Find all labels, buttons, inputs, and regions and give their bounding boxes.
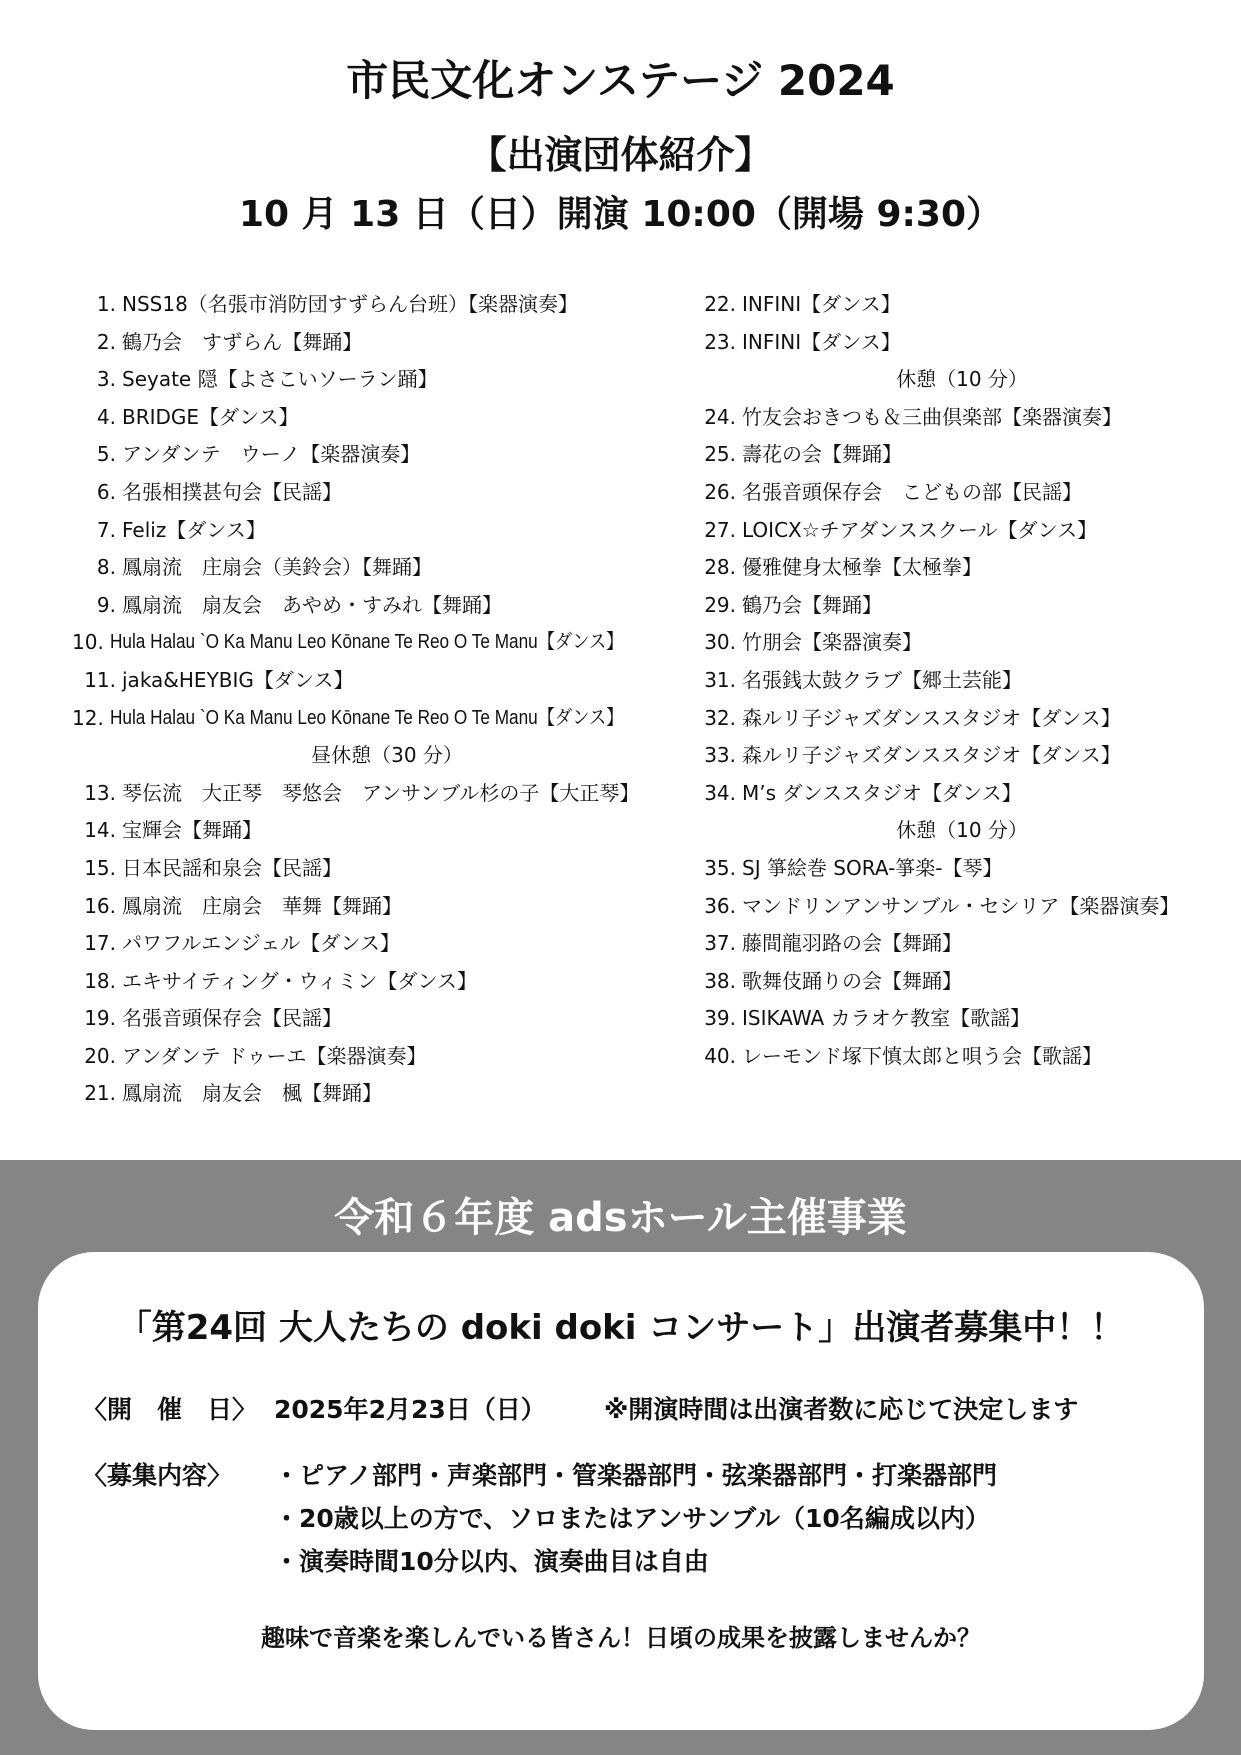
program-entry xyxy=(692,587,1232,625)
program-entry xyxy=(72,850,672,888)
entry-number: 17. xyxy=(84,931,116,956)
entry-name: jaka&HEYBIG【ダンス】 xyxy=(122,667,354,692)
program-entry xyxy=(692,1038,1232,1076)
program-entry xyxy=(692,850,1232,888)
entry-number: 25. xyxy=(704,442,736,467)
intermission-label: 休憩（10 分） xyxy=(896,818,1028,843)
entry-name: NSS18（名張市消防団すずらん台班）【楽器演奏】 xyxy=(122,292,579,316)
intermission xyxy=(72,737,672,775)
entry-number: 27. xyxy=(704,517,736,542)
program-list-left xyxy=(72,286,672,1113)
entry-name: 名張音頭保存会【民謡】 xyxy=(122,1006,342,1031)
entry-name: 森ルリ子ジャズダンススタジオ【ダンス】 xyxy=(742,705,1121,730)
entry-number: 28. xyxy=(704,555,736,580)
program-entry xyxy=(692,700,1232,738)
date-note: ※開演時間は出演者数に応じて決定します xyxy=(604,1395,1079,1424)
entry-number: 23. xyxy=(704,329,736,354)
program-entry xyxy=(692,549,1232,587)
entry-name: 藤間龍羽路の会【舞踊】 xyxy=(742,931,962,956)
program-entry xyxy=(692,775,1232,813)
entry-name: 森ルリ子ジャズダンススタジオ【ダンス】 xyxy=(742,743,1121,768)
program-entry xyxy=(72,963,672,1001)
program-entry xyxy=(692,662,1232,700)
program-entry xyxy=(72,587,672,625)
recruitment-section-title: 令和６年度 adsホール主催事業 xyxy=(334,1195,907,1241)
program-entry xyxy=(692,1000,1232,1038)
program-entry xyxy=(72,662,672,700)
entry-name: INFINI【ダンス】 xyxy=(742,292,901,316)
program-entry xyxy=(72,324,672,362)
recruitment-heading: 「第24回 大人たちの doki doki コンサート」出演者募集中！！ xyxy=(117,1308,1125,1348)
entry-number: 36. xyxy=(704,893,736,918)
entry-number: 21. xyxy=(84,1081,116,1106)
program-entry xyxy=(692,512,1232,550)
entry-number: 38. xyxy=(704,968,736,993)
entry-number: 15. xyxy=(84,855,116,880)
entry-number: 37. xyxy=(704,931,736,956)
content-line: ・20歳以上の方で、ソロまたはアンサンブル（10名編成以内） xyxy=(274,1504,990,1533)
program-entry xyxy=(72,512,672,550)
program-entry xyxy=(72,286,672,324)
entry-name: 名張相撲甚句会【民謡】 xyxy=(122,479,342,504)
recruitment-section xyxy=(0,1160,1241,1755)
program-entry xyxy=(692,925,1232,963)
entry-number: 5. xyxy=(96,442,116,467)
program-entry xyxy=(72,549,672,587)
program-entry xyxy=(692,324,1232,362)
entry-name: パワフルエンジェル【ダンス】 xyxy=(122,931,400,956)
entry-name: 鶴乃会【舞踊】 xyxy=(742,592,882,617)
entry-number: 8. xyxy=(96,555,116,580)
program-entry xyxy=(692,963,1232,1001)
intermission xyxy=(692,361,1232,399)
entry-name: BRIDGE【ダンス】 xyxy=(122,404,299,429)
program-entry xyxy=(72,1000,672,1038)
entry-number: 10. xyxy=(72,630,104,655)
entry-number: 26. xyxy=(704,479,736,504)
program-entry xyxy=(692,737,1232,775)
entry-number: 1. xyxy=(96,292,116,316)
entry-name: 鳳扇流 扇友会 あやめ・すみれ【舞踊】 xyxy=(122,592,502,617)
entry-number: 4. xyxy=(96,404,116,429)
program-entry xyxy=(72,812,672,850)
entry-name: 優雅健身太極拳【太極拳】 xyxy=(742,555,982,580)
program-entry xyxy=(692,474,1232,512)
entry-number: 6. xyxy=(96,479,116,504)
entry-number: 40. xyxy=(704,1043,736,1068)
entry-number: 20. xyxy=(84,1043,116,1068)
entry-number: 31. xyxy=(704,667,736,692)
entry-name: 名張音頭保存会 こどもの部【民謡】 xyxy=(742,479,1082,504)
entry-name: 鳳扇流 庄扇会（美鈴会）【舞踊】 xyxy=(122,555,432,580)
closing-message: 趣味で音楽を楽しんでいる皆さん！日頃の成果を披露しませんか？ xyxy=(261,1624,981,1652)
entry-name: 宝輝会【舞踊】 xyxy=(122,818,262,843)
entry-number: 30. xyxy=(704,630,736,655)
program-entry xyxy=(72,474,672,512)
entry-number: 16. xyxy=(84,893,116,918)
entry-name: 壽花の会【舞踊】 xyxy=(742,442,902,467)
entry-number: 33. xyxy=(704,743,736,768)
program-entry xyxy=(692,624,1232,662)
entry-name: エキサイティング・ウィミン【ダンス】 xyxy=(122,968,477,993)
entry-number: 22. xyxy=(704,292,736,316)
entry-name: Feliz【ダンス】 xyxy=(122,517,266,542)
intermission xyxy=(692,812,1232,850)
entry-name: 竹友会おきつも＆三曲倶楽部【楽器演奏】 xyxy=(742,404,1122,429)
program-entry xyxy=(72,925,672,963)
program-entry xyxy=(72,1075,672,1113)
entry-number: 18. xyxy=(84,968,116,993)
content-line: ・演奏時間10分以内、演奏曲目は自由 xyxy=(274,1547,709,1576)
entry-number: 24. xyxy=(704,404,736,429)
entry-name: LOICX☆チアダンススクール【ダンス】 xyxy=(742,517,1098,542)
entry-number: 12. xyxy=(72,705,104,730)
entry-number: 34. xyxy=(704,780,736,805)
program-entry xyxy=(692,436,1232,474)
entry-name: アンダンテ ウーノ【楽器演奏】 xyxy=(122,442,421,467)
event-date-line: 10 月 13 日（日）開演 10:00（開場 9:30） xyxy=(239,194,1002,235)
page-subtitle: 【出演団体紹介】 xyxy=(468,133,773,177)
entry-name: M’s ダンススタジオ【ダンス】 xyxy=(742,780,1022,805)
entry-name: ISIKAWA カラオケ教室【歌謡】 xyxy=(742,1006,1031,1031)
content-label: 〈募集内容〉 xyxy=(82,1461,233,1490)
entry-number: 13. xyxy=(84,780,116,805)
entry-name: 琴伝流 大正琴 琴悠会 アンサンブル杉の子【大正琴】 xyxy=(122,780,640,805)
program-entry xyxy=(692,399,1232,437)
program-entry xyxy=(72,436,672,474)
entry-number: 19. xyxy=(84,1006,116,1031)
entry-number: 39. xyxy=(704,1006,736,1031)
entry-name: Hula Halau `O Ka Manu Leo Kōnane Te Reo O Te Manu【ダンス】 xyxy=(109,706,624,729)
entry-name: 鳳扇流 庄扇会 華舞【舞踊】 xyxy=(122,893,402,918)
entry-name: アンダンテ ドゥーエ【楽器演奏】 xyxy=(122,1043,427,1068)
entry-number: 11. xyxy=(84,667,116,692)
program-entry xyxy=(72,775,672,813)
program-entry xyxy=(72,399,672,437)
entry-name: INFINI【ダンス】 xyxy=(742,329,901,354)
program-entry xyxy=(692,888,1232,926)
entry-name: 歌舞伎踊りの会【舞踊】 xyxy=(742,968,962,993)
recruitment-card xyxy=(38,1252,1204,1730)
entry-number: 29. xyxy=(704,592,736,617)
intermission-label: 昼休憩（30 分） xyxy=(311,743,463,768)
entry-name: 鳳扇流 扇友会 楓【舞踊】 xyxy=(122,1081,382,1106)
program-entry xyxy=(692,286,1232,324)
entry-number: 9. xyxy=(96,592,116,617)
program-entry xyxy=(72,888,672,926)
date-value: 2025年2月23日（日） xyxy=(274,1395,546,1424)
program-entry xyxy=(72,1038,672,1076)
entry-number: 2. xyxy=(96,329,116,354)
entry-name: Hula Halau `O Ka Manu Leo Kōnane Te Reo O Te Manu【ダンス】 xyxy=(109,631,624,654)
entry-number: 35. xyxy=(704,855,736,880)
entry-number: 7. xyxy=(96,517,116,542)
entry-name: マンドリンアンサンブル・セシリア【楽器演奏】 xyxy=(742,893,1180,918)
program-entry xyxy=(72,624,672,662)
page-title: 市民文化オンステージ 2024 xyxy=(346,56,895,105)
entry-name: 竹朋会【楽器演奏】 xyxy=(742,630,922,655)
entry-name: Seyate 隠【よさこいソーラン踊】 xyxy=(122,367,438,392)
entry-name: 名張銭太鼓クラブ【郷土芸能】 xyxy=(742,667,1022,692)
entry-number: 32. xyxy=(704,705,736,730)
entry-name: 日本民謡和泉会【民謡】 xyxy=(122,855,342,880)
program-entry xyxy=(72,361,672,399)
entry-name: SJ 箏絵巻 SORA-箏楽-【琴】 xyxy=(742,855,1003,880)
program-list-right xyxy=(692,286,1232,1075)
program-entry xyxy=(72,700,672,738)
entry-number: 14. xyxy=(84,818,116,843)
entry-name: 鶴乃会 すずらん【舞踊】 xyxy=(122,329,363,354)
date-label: 〈開 催 日〉 xyxy=(82,1395,258,1424)
entry-number: 3. xyxy=(96,367,116,392)
entry-name: レーモンド塚下慎太郎と唄う会【歌謡】 xyxy=(742,1043,1102,1068)
intermission-label: 休憩（10 分） xyxy=(896,367,1028,392)
content-line: ・ピアノ部門・声楽部門・管楽器部門・弦楽器部門・打楽器部門 xyxy=(274,1461,998,1490)
